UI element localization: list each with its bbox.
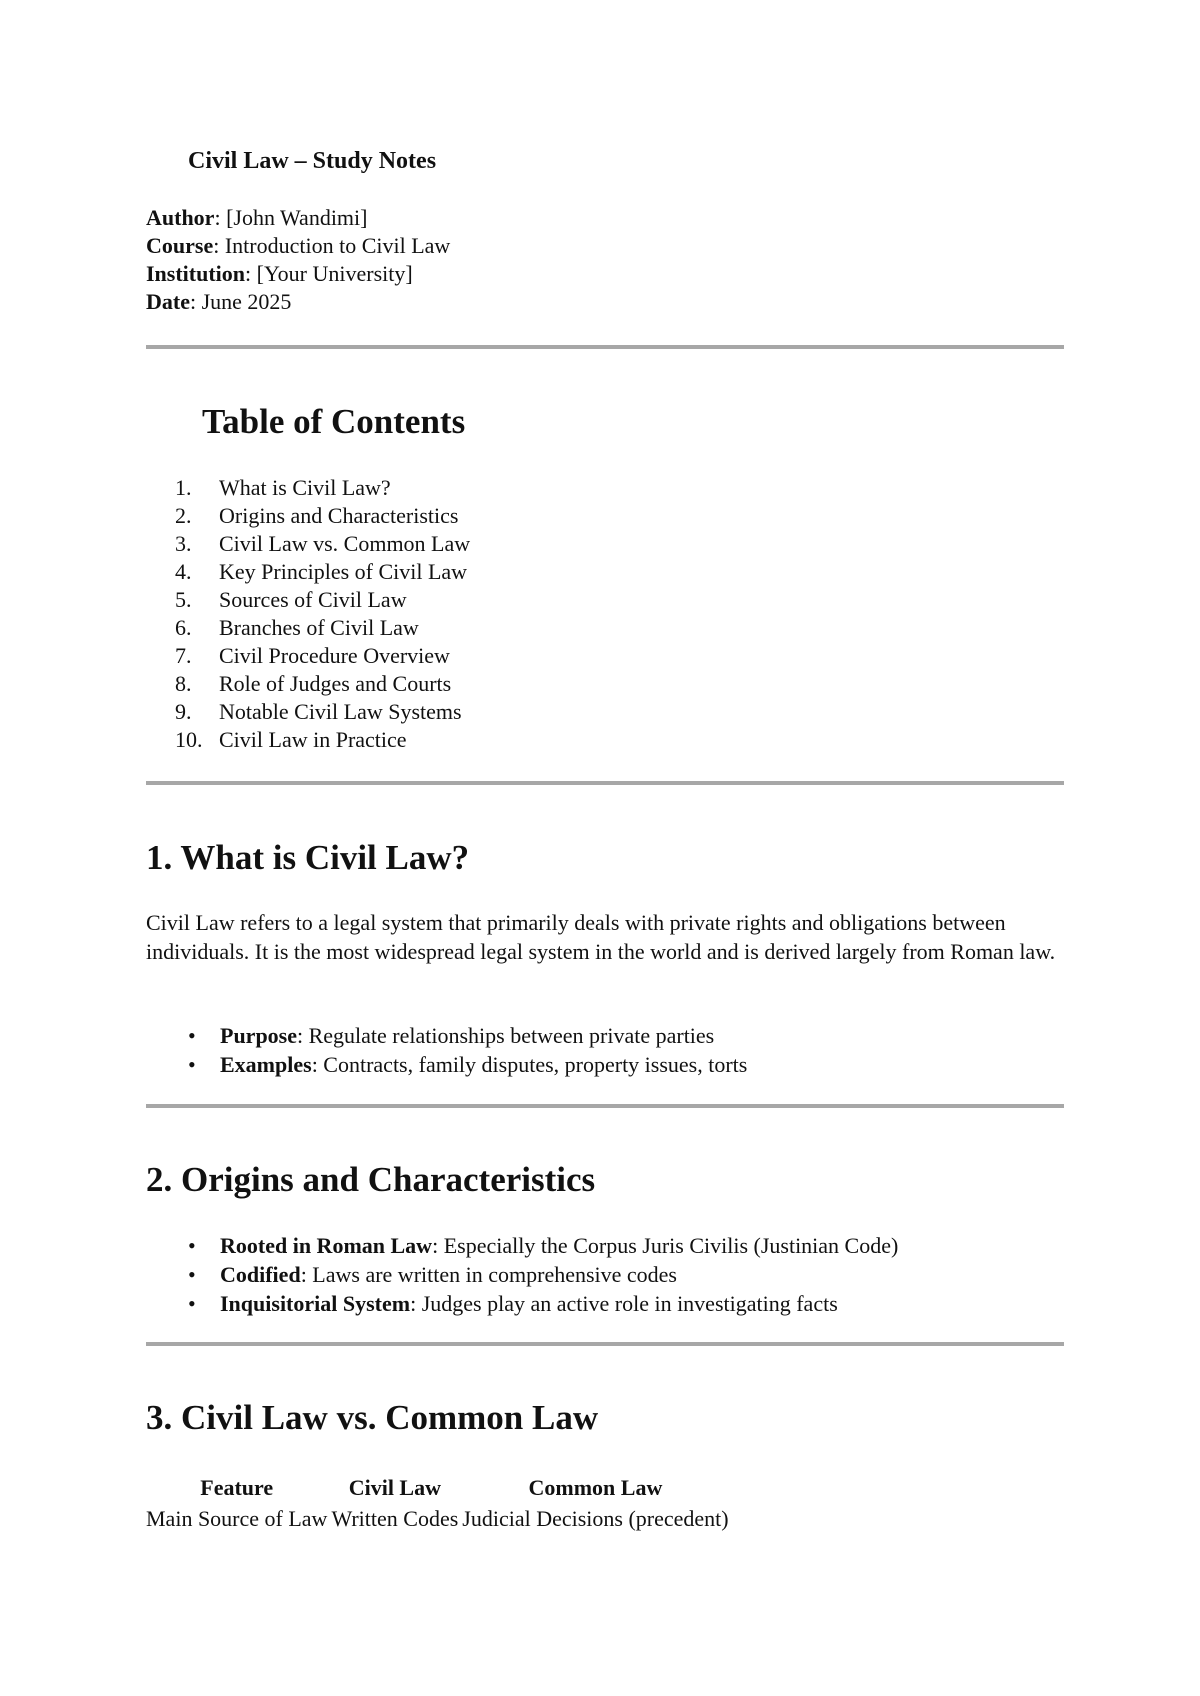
bullet-term: Examples	[220, 1052, 312, 1077]
toc-label: Civil Procedure Overview	[219, 643, 450, 668]
divider	[146, 1104, 1064, 1108]
meta-label: Author	[146, 205, 215, 230]
bullet-term: Codified	[220, 1262, 301, 1287]
meta-institution	[146, 260, 413, 288]
toc-item[interactable]	[175, 586, 470, 614]
meta-value: : [Your University]	[245, 261, 413, 286]
toc-number: 2.	[175, 503, 192, 528]
toc-label: Origins and Characteristics	[219, 503, 459, 528]
table-cell: Judicial Decisions (precedent)	[462, 1506, 729, 1531]
meta-course	[146, 232, 450, 260]
toc-number: 6.	[175, 615, 192, 640]
toc-label: Civil Law in Practice	[219, 727, 407, 752]
toc-number: 10.	[175, 727, 203, 752]
bullet-term: Purpose	[220, 1023, 297, 1048]
list-item	[188, 1050, 747, 1079]
toc-item[interactable]	[175, 530, 470, 558]
toc-number: 4.	[175, 559, 192, 584]
column-header-common-law: Common Law	[528, 1475, 663, 1500]
toc-label: Sources of Civil Law	[219, 587, 407, 612]
meta-value: : [John Wandimi]	[214, 205, 368, 230]
toc-label: Role of Judges and Courts	[219, 671, 452, 696]
comparison-table	[146, 1472, 733, 1534]
toc-number: 9.	[175, 699, 192, 724]
toc-item[interactable]	[175, 502, 470, 530]
table-header-row	[146, 1472, 733, 1503]
divider	[146, 1342, 1064, 1346]
meta-label: Date	[146, 289, 190, 314]
bullet-text: : Laws are written in comprehensive codes	[300, 1262, 677, 1287]
toc-item[interactable]	[175, 474, 470, 502]
meta-author	[146, 204, 368, 232]
bullet-term: Inquisitorial System	[220, 1291, 411, 1316]
toc-label: What is Civil Law?	[219, 475, 391, 500]
bullet-term: Rooted in Roman Law	[220, 1233, 433, 1258]
toc-item[interactable]	[175, 726, 470, 754]
section-heading: 3. Civil Law vs. Common Law	[146, 1398, 599, 1437]
bullet-icon: •	[188, 1291, 196, 1316]
toc-number: 5.	[175, 587, 192, 612]
column-header-civil-law: Civil Law	[348, 1475, 441, 1500]
toc-label: Notable Civil Law Systems	[219, 699, 462, 724]
bullet-list	[188, 1231, 898, 1318]
section-heading: 1. What is Civil Law?	[146, 838, 470, 877]
toc-title: Table of Contents	[202, 402, 466, 441]
meta-value: : June 2025	[189, 289, 292, 314]
toc-label: Branches of Civil Law	[219, 615, 419, 640]
toc-item[interactable]	[175, 698, 470, 726]
column-header-feature: Feature	[200, 1475, 274, 1500]
table-row	[146, 1503, 733, 1534]
toc-item[interactable]	[175, 614, 470, 642]
toc-item[interactable]	[175, 670, 470, 698]
bullet-icon: •	[188, 1233, 196, 1258]
list-item	[188, 1231, 898, 1260]
bullet-icon: •	[188, 1262, 196, 1287]
table-of-contents	[175, 474, 470, 754]
toc-item[interactable]	[175, 558, 470, 586]
section-heading: 2. Origins and Characteristics	[146, 1160, 596, 1199]
bullet-icon: •	[188, 1023, 196, 1048]
toc-number: 3.	[175, 531, 192, 556]
toc-item[interactable]	[175, 642, 470, 670]
toc-label: Key Principles of Civil Law	[219, 559, 468, 584]
list-item	[188, 1289, 898, 1318]
divider	[146, 345, 1064, 349]
document-title: Civil Law – Study Notes	[188, 148, 437, 174]
toc-number: 1.	[175, 475, 192, 500]
bullet-text: : Contracts, family disputes, property issues, torts	[311, 1052, 748, 1077]
bullet-list	[188, 1021, 747, 1079]
bullet-text: : Regulate relationships between private parties	[297, 1023, 715, 1048]
meta-date	[146, 288, 291, 316]
list-item	[188, 1260, 898, 1289]
bullet-icon: •	[188, 1052, 196, 1077]
toc-label: Civil Law vs. Common Law	[219, 531, 471, 556]
section-paragraph: Civil Law refers to a legal system that primarily deals with private rights and obligations between individuals. It is the most widespread legal system in the world and is derived largely from Roman law.	[146, 910, 1056, 964]
bullet-text: : Especially the Corpus Juris Civilis (Justinian Code)	[432, 1233, 899, 1258]
meta-label: Institution	[146, 261, 246, 286]
table-cell: Written Codes	[331, 1506, 459, 1531]
bullet-text: : Judges play an active role in investigating facts	[410, 1291, 838, 1316]
meta-label: Course	[146, 233, 214, 258]
toc-number: 8.	[175, 671, 192, 696]
meta-value: : Introduction to Civil Law	[213, 233, 451, 258]
divider	[146, 781, 1064, 785]
list-item	[188, 1021, 747, 1050]
toc-number: 7.	[175, 643, 192, 668]
table-cell: Main Source of Law	[146, 1506, 328, 1531]
